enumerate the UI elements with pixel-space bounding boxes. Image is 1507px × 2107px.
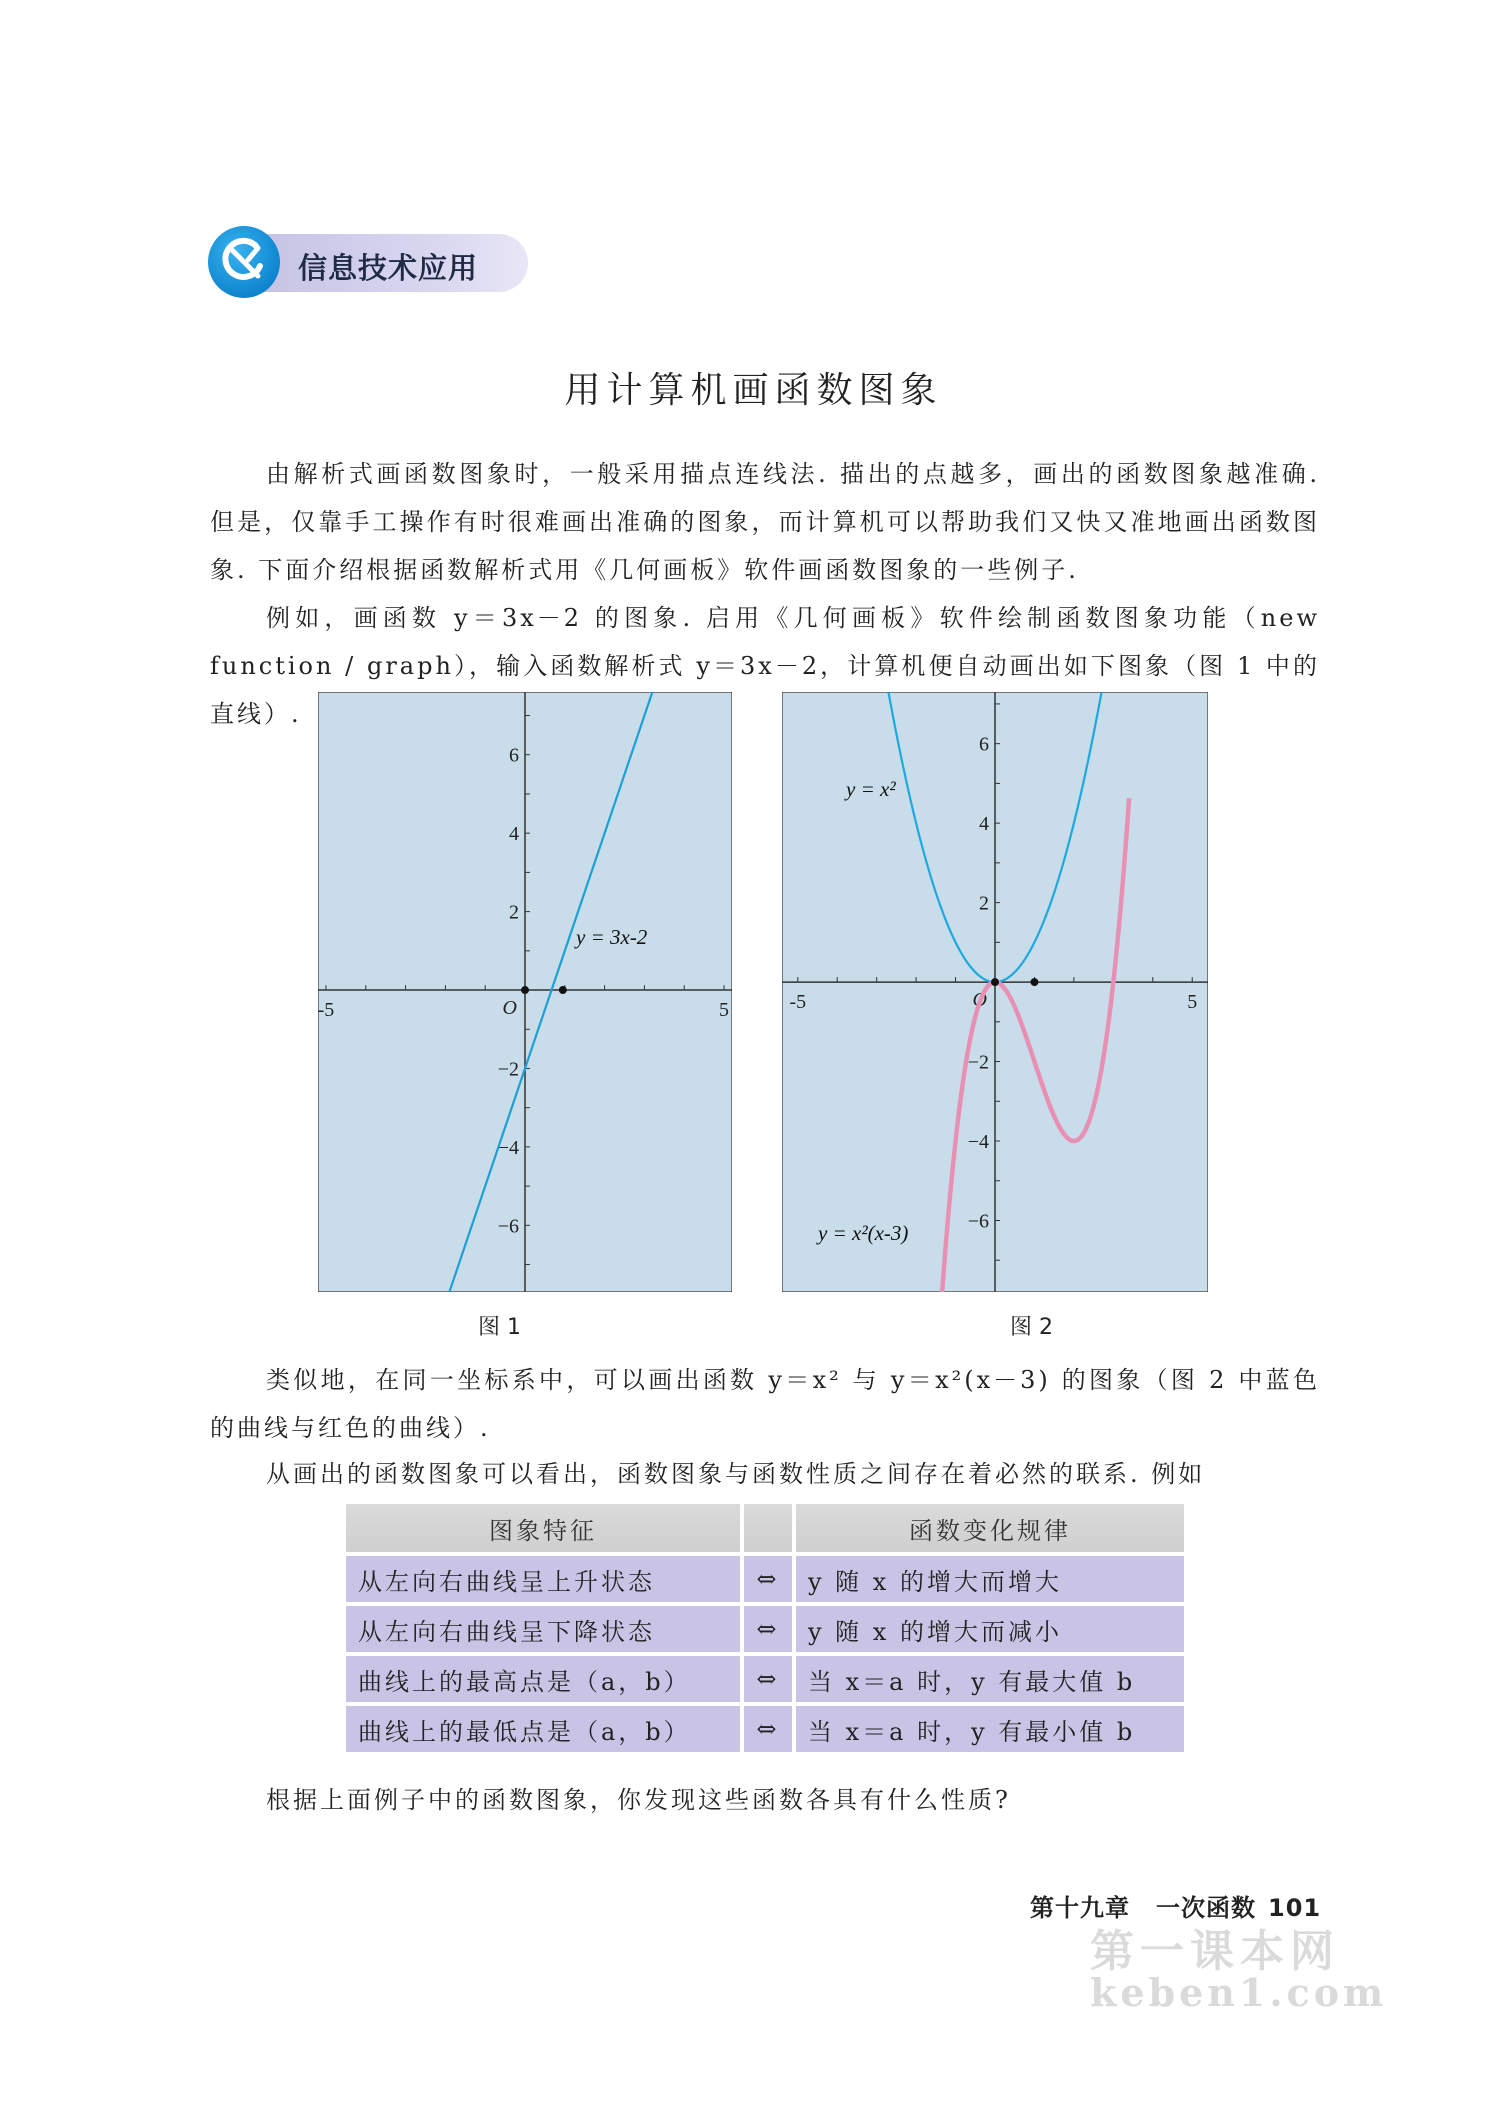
x-tick-label: 5 <box>1187 991 1198 1014</box>
section-badge-label: 信息技术应用 <box>298 251 479 285</box>
table-header-spacer <box>744 1504 792 1552</box>
property-table <box>342 1500 1188 1756</box>
section-logo-icon <box>208 226 280 298</box>
figure-1 <box>318 692 732 1292</box>
table-row <box>346 1656 1184 1702</box>
table-cell-feature: 从左向右曲线呈下降状态 <box>346 1606 740 1652</box>
table-cell-feature: 曲线上的最低点是（a，b） <box>346 1706 740 1752</box>
y-tick-label: 2 <box>509 901 519 924</box>
watermark-cn: 第一课本网 <box>1090 1926 1340 1977</box>
page-number: 101 <box>1268 1894 1322 1922</box>
watermark-en: keben1.com <box>1090 1970 1388 2015</box>
origin-label: O <box>972 989 987 1012</box>
question-paragraph: 根据上面例子中的函数图象，你发现这些函数各具有什么性质? <box>266 1786 1011 1814</box>
table-cell-feature: 曲线上的最高点是（a，b） <box>346 1656 740 1702</box>
page-title: 用计算机画函数图象 <box>564 370 943 411</box>
x-tick-label: 5 <box>719 999 730 1022</box>
x-tick-label: -5 <box>789 991 807 1014</box>
y-tick-label: 4 <box>979 813 989 836</box>
figure-2-chart <box>782 692 1208 1292</box>
table-row <box>346 1606 1184 1652</box>
intro-paragraph: 由解析式画函数图象时，一般采用描点连线法. 描出的点越多，画出的函数图象越准确. 但是，仅靠手工操作有时很难画出准确的图象，而计算机可以帮助我们又快又准地画出函数图象. 下面介绍根据函数解析式用《几何画板》软件画函数图象的一些例子. <box>210 460 1320 584</box>
series-label: y = x² <box>846 777 896 801</box>
x-tick-label: -5 <box>318 999 335 1022</box>
table-cell-rule: 当 x＝a 时，y 有最小值 b <box>796 1706 1184 1752</box>
table-cell-feature: 从左向右曲线呈上升状态 <box>346 1556 740 1602</box>
y-tick-label: 6 <box>509 744 519 767</box>
table-cell-rule: y 随 x 的增大而增大 <box>796 1556 1184 1602</box>
y-tick-label: 4 <box>509 823 519 846</box>
y-tick-label: −4 <box>497 1136 519 1159</box>
equivalence-symbol: ⇔ <box>744 1606 792 1652</box>
table-header-row <box>346 1504 1184 1552</box>
table-row <box>346 1556 1184 1602</box>
series-label: y = x²(x-3) <box>818 1221 909 1245</box>
y-tick-label: −2 <box>497 1058 519 1081</box>
table-header-feature: 图象特征 <box>346 1504 740 1552</box>
y-tick-label: −6 <box>497 1215 519 1238</box>
y-tick-label: −6 <box>967 1210 989 1233</box>
table-header-rule: 函数变化规律 <box>796 1504 1184 1552</box>
similar-paragraph: 类似地，在同一坐标系中，可以画出函数 y＝x² 与 y＝x²(x－3) 的图象（图 2 中蓝色的曲线与红色的曲线）. <box>210 1366 1320 1442</box>
example-paragraph: 例如，画函数 y＝3x－2 的图象. 启用《几何画板》软件绘制函数图象功能（new function / graph），输入函数解析式 y＝3x－2，计算机便自动画出如下图象（图 1 中的直线）. <box>210 604 1320 728</box>
table-cell-rule: y 随 x 的增大而减小 <box>796 1606 1184 1652</box>
y-tick-label: 2 <box>979 892 989 915</box>
figure-1-caption: 图 1 <box>478 1315 521 1340</box>
equivalence-symbol: ⇔ <box>744 1556 792 1602</box>
footer-chapter-name: 一次函数 <box>1156 1894 1256 1922</box>
figure-2 <box>782 692 1208 1292</box>
y-tick-label: −2 <box>967 1051 989 1074</box>
y-tick-label: 6 <box>979 733 989 756</box>
table-row <box>346 1706 1184 1752</box>
table-cell-rule: 当 x＝a 时，y 有最大值 b <box>796 1656 1184 1702</box>
connection-paragraph: 从画出的函数图象可以看出，函数图象与函数性质之间存在着必然的联系. 例如 <box>266 1460 1206 1488</box>
figure-1-chart <box>318 692 732 1292</box>
section-badge <box>208 226 528 300</box>
series-label: y = 3x-2 <box>576 925 648 949</box>
equivalence-symbol: ⇔ <box>744 1656 792 1702</box>
y-tick-label: −4 <box>967 1131 989 1154</box>
data-point <box>521 986 529 994</box>
equivalence-symbol: ⇔ <box>744 1706 792 1752</box>
data-point <box>1030 978 1038 986</box>
figure-2-caption: 图 2 <box>1010 1315 1053 1340</box>
data-point <box>559 986 567 994</box>
data-point <box>991 978 999 986</box>
footer-chapter: 第十九章 <box>1030 1894 1130 1922</box>
origin-label: O <box>502 997 517 1020</box>
